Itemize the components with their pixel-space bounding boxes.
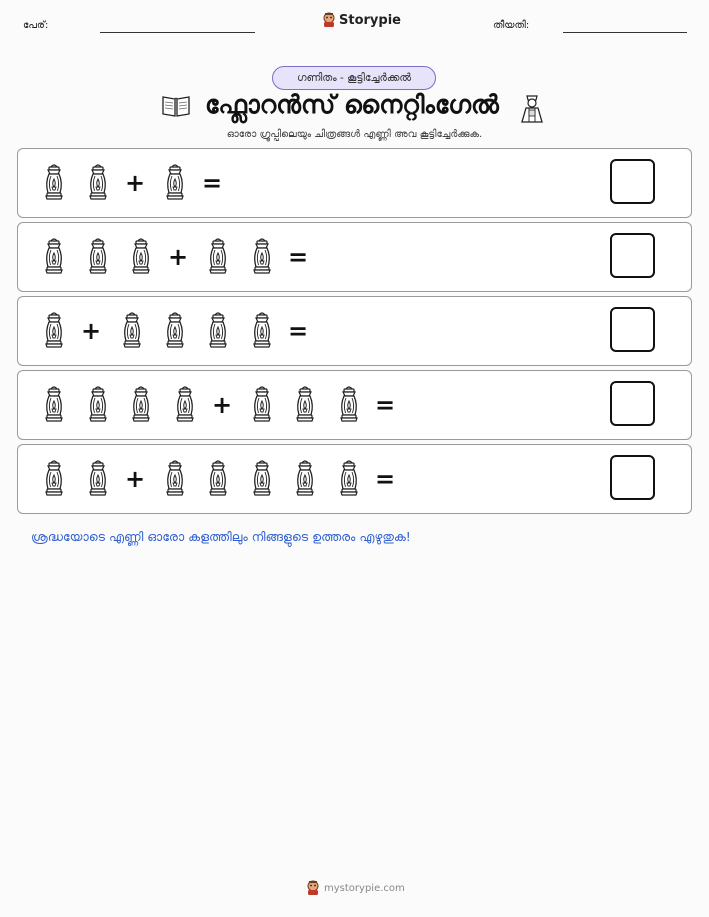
lantern-icon — [86, 459, 110, 497]
date-label: തീയതി: — [493, 20, 530, 31]
lantern-icon — [173, 385, 197, 423]
worksheet-header — [0, 0, 709, 50]
lantern-icon — [42, 385, 66, 423]
lantern-icon — [163, 459, 187, 497]
lantern-icon — [163, 311, 187, 349]
open-book-icon — [161, 94, 191, 118]
answer-box[interactable] — [610, 233, 655, 278]
equals-sign: = — [202, 169, 223, 197]
answer-box[interactable] — [610, 381, 655, 426]
lantern-icon — [42, 311, 66, 349]
plus-sign: + — [125, 169, 146, 197]
lantern-icon — [120, 311, 144, 349]
lantern-icon — [42, 237, 66, 275]
equals-sign: = — [288, 243, 309, 271]
name-line[interactable] — [100, 32, 255, 33]
page-title: ഫ്ലോറൻസ് നൈറ്റിംഗേൽ — [205, 90, 499, 119]
lantern-icon — [163, 163, 187, 201]
equals-sign: = — [375, 465, 396, 493]
footer — [306, 880, 405, 896]
footer-site[interactable]: mystorypie.com — [324, 882, 405, 894]
lantern-icon — [250, 237, 274, 275]
storypie-logo — [306, 880, 320, 896]
plus-sign: + — [125, 465, 146, 493]
answer-box[interactable] — [610, 159, 655, 204]
lantern-icon — [293, 459, 317, 497]
footer-note: ശ്രദ്ധയോടെ എണ്ണി ഓരോ കളത്തിലും നിങ്ങളുടെ ഉത്തരം എഴുതുക! — [31, 529, 411, 544]
answer-box[interactable] — [610, 455, 655, 500]
lantern-icon — [42, 459, 66, 497]
lantern-icon — [206, 311, 230, 349]
lantern-icon — [129, 237, 153, 275]
brand — [322, 12, 401, 28]
lantern-icon — [206, 237, 230, 275]
date-line[interactable] — [563, 32, 687, 33]
plus-sign: + — [81, 317, 102, 345]
problem-row-4 — [17, 370, 692, 440]
problem-row-3 — [17, 296, 692, 366]
lantern-icon — [337, 459, 361, 497]
lantern-icon — [206, 459, 230, 497]
plus-sign: + — [212, 391, 233, 419]
lantern-icon — [129, 385, 153, 423]
problem-row-2 — [17, 222, 692, 292]
nurse-icon — [519, 92, 545, 124]
lantern-icon — [86, 385, 110, 423]
plus-sign: + — [168, 243, 189, 271]
name-label: പേര്: — [23, 20, 49, 31]
instructions: ഓരോ ഗ്രൂപ്പിലെയും ചിത്രങ്ങൾ എണ്ണി അവ കൂട്ടിച്ചേർക്കുക. — [226, 129, 483, 140]
topic-pill: ഗണിതം - കൂട്ടിച്ചേർക്കൽ — [272, 66, 436, 90]
brand-name: Storypie — [339, 12, 401, 28]
lantern-icon — [337, 385, 361, 423]
problem-row-5 — [17, 444, 692, 514]
storypie-logo — [322, 12, 336, 28]
lantern-icon — [86, 163, 110, 201]
lantern-icon — [293, 385, 317, 423]
lantern-icon — [42, 163, 66, 201]
lantern-icon — [250, 311, 274, 349]
answer-box[interactable] — [610, 307, 655, 352]
equals-sign: = — [375, 391, 396, 419]
problem-row-1 — [17, 148, 692, 218]
equals-sign: = — [288, 317, 309, 345]
lantern-icon — [250, 385, 274, 423]
lantern-icon — [250, 459, 274, 497]
title-row — [0, 90, 709, 126]
lantern-icon — [86, 237, 110, 275]
